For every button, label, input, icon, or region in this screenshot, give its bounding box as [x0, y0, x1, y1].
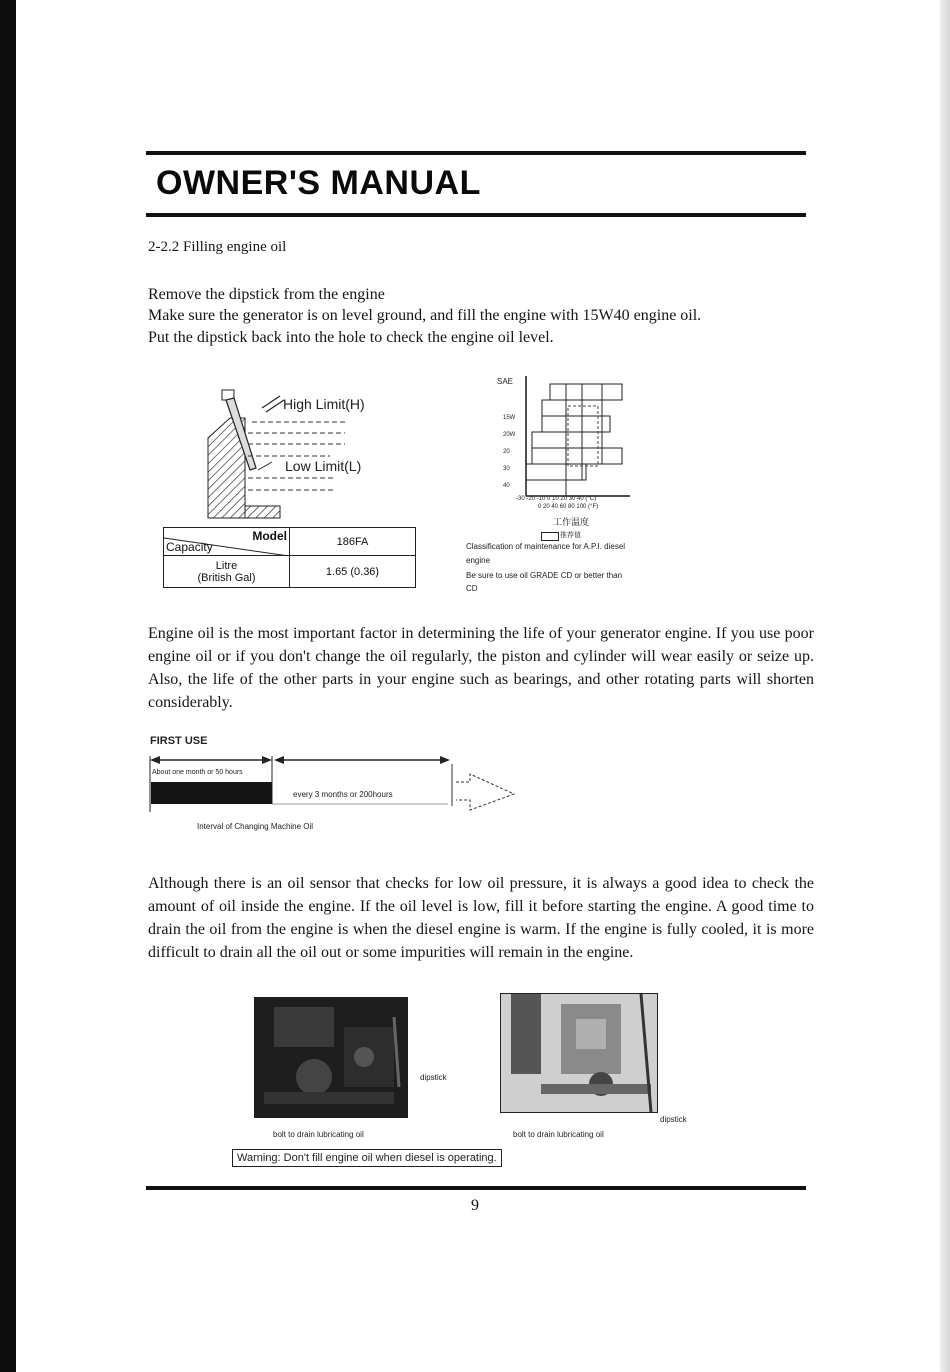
right-photo-bolt-label: bolt to drain lubricating oil: [513, 1130, 604, 1139]
paragraph-oil-sensor: Although there is an oil sensor that checks for low oil pressure, it is always a good idea to check the amount of oil inside the engine. If the oil level is low, fill it before starting the engine. A good time to drain the oil from the engine is when the diesel engine is warm. If the engine is fully cooled, it is more difficult to drain all the oil out or some impurities will remain in the engine.: [148, 875, 814, 961]
engine-photo-right: [500, 993, 658, 1113]
interval-diagram: [148, 752, 528, 816]
first-use-label: FIRST USE: [150, 735, 208, 747]
capacity-header: Capacity: [166, 540, 213, 554]
header-top-rule: [146, 151, 806, 155]
engine-photo-left: [254, 997, 408, 1118]
unit-cell: [164, 556, 290, 588]
model-header: Model: [252, 529, 287, 543]
warning-box: Warning: Don't fill engine oil when diesel is operating.: [232, 1149, 502, 1167]
intro-line-3: Put the dipstick back into the hole to check the engine oil level.: [148, 329, 554, 346]
sae-y-ticks: [503, 410, 515, 495]
sae-x-ticks-c: -30 -20 -10 0 10 20 30 40 (°C): [516, 496, 597, 502]
header-bottom-rule: [146, 213, 806, 217]
engine-photo-left-art: [254, 997, 408, 1118]
sae-caption-line-1: Classification of maintenance for A.P.I. diesel: [466, 542, 626, 551]
sae-legend-box: [541, 532, 559, 541]
sae-axis-label: SAE: [497, 377, 514, 386]
sae-y-tick: 30: [503, 466, 510, 472]
sae-caption-line-3: Be sure to use oil GRADE CD or better than: [466, 571, 623, 580]
sae-legend-label: 推荐值: [560, 532, 581, 539]
intro-line-2: Make sure the generator is on level ground, and fill the engine with 15W40 engine oil.: [148, 307, 702, 324]
sae-y-tick: 40: [503, 483, 510, 489]
model-value: 186FA: [290, 528, 416, 556]
unit-line-2: (British Gal): [197, 571, 256, 584]
repeat-interval-label: every 3 months or 200hours: [293, 790, 393, 799]
scan-edge-left: [0, 0, 16, 1372]
sae-y-tick: 20: [503, 449, 510, 455]
sae-viscosity-chart: [512, 376, 632, 502]
capacity-value: 1.65 (0.36): [290, 556, 416, 588]
paragraph-oil-importance: Engine oil is the most important factor in determining the life of your generator engine. If you use poor engine oil or if you don't change the oil regularly, the piston and cylinder will wear easily or seize up. Also, the life of the other parts in your engine such as bearings, and other rotating parts will shorten considerably.: [148, 625, 814, 711]
footer-rule: [146, 1186, 806, 1190]
page-title: OWNER'S MANUAL: [156, 164, 481, 202]
sae-caption-line-4: CD: [466, 584, 478, 593]
sae-x-ticks-f: 0 20 40 60 80 100 (°F): [538, 504, 599, 510]
page-number: 9: [471, 1197, 479, 1214]
right-photo-dipstick-label: dipstick: [660, 1115, 687, 1124]
capacity-header-cell: [164, 528, 290, 556]
left-photo-dipstick-label: dipstick: [420, 1073, 447, 1082]
section-heading: 2-2.2 Filling engine oil: [148, 239, 287, 255]
unit-line-1: Litre: [215, 559, 238, 572]
engine-photo-right-art: [501, 994, 657, 1112]
low-limit-label: Low Limit(L): [285, 458, 362, 474]
intro-line-1: Remove the dipstick from the engine: [148, 286, 385, 303]
first-interval-label: About one month or 50 hours: [152, 769, 243, 776]
sae-y-tick: 20W: [503, 432, 516, 438]
sae-y-tick: 15W: [503, 415, 516, 421]
high-limit-label: High Limit(H): [283, 396, 365, 412]
scan-edge-right: [940, 0, 950, 1372]
sae-caption-line-2: engine: [466, 556, 491, 565]
capacity-table: [163, 527, 416, 588]
interval-caption: Interval of Changing Machine Oil: [197, 822, 314, 831]
sae-chinese-caption: 工作温度: [553, 517, 590, 527]
left-photo-bolt-label: bolt to drain lubricating oil: [273, 1130, 364, 1139]
